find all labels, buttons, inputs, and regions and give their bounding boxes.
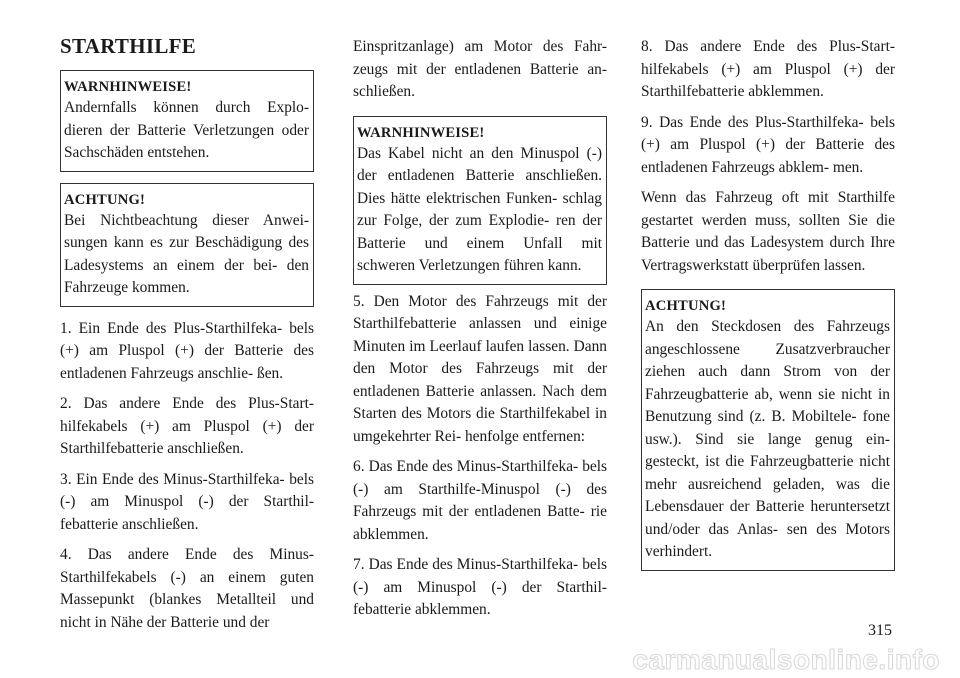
step-8: 8. Das andere Ende des Plus-Start- hilfekabels (+) am Pluspol (+) der Starthilfebatterie abklemmen.	[641, 38, 895, 100]
caution-box	[641, 289, 895, 571]
column-2	[353, 36, 607, 630]
step-9: 9. Das Ende des Plus-Starthilfeka- bels (+) am Pluspol (+) der Batterie des entladenen Fahrzeugs abklem- men.	[641, 113, 895, 176]
caution-title: ACHTUNG!	[645, 298, 727, 314]
maintenance-note: Wenn das Fahrzeug oft mit Starthilfe gestartet werden muss, sollten Sie die Batterie und das Ladesystem durch Ihre Vertragswerkstatt überprüfen lassen.	[641, 189, 895, 274]
step-5: 5. Den Motor des Fahrzeugs mit der Starthilfebatterie anlassen und einige Minuten im Leerlauf laufen lassen. Dann den Motor des Fahrzeugs mit der entladenen Batterie anlassen. Nach dem Starten des Motors die Starthilfekabel in umgekehrter Rei- henfolge entfernen:	[353, 292, 607, 445]
warning-text: Das Kabel nicht an den Minuspol (-) der entladenen Batterie anschließen. Dies hätte elektrischen Funken- schlag zur Folge, der zum Explodie- ren der Batterie und einem Unfall mit schweren Verletzungen führen kann.	[357, 144, 602, 274]
page-heading: STARTHILFE	[60, 34, 197, 58]
column-1	[60, 70, 314, 642]
warning-title: WARNHINWEISE!	[64, 79, 192, 95]
step-1: 1. Ein Ende des Plus-Starthilfeka- bels (+) am Pluspol (+) der Batterie des entladenen Fahrzeugs anschlie- ßen.	[60, 319, 314, 382]
step-2: 2. Das andere Ende des Plus-Start- hilfekabels (+) am Pluspol (+) der Starthilfebatterie anschließen.	[60, 395, 314, 457]
warning-text: Andernfalls können durch Explo- dieren der Batterie Verletzungen oder Sachschäden entstehen.	[64, 99, 309, 161]
step-7: 7. Das Ende des Minus-Starthilfeka- bels (-) am Minuspol (-) der Starthil- febatterie abklemmen.	[353, 556, 607, 618]
caution-box	[60, 183, 314, 307]
watermark	[590, 643, 950, 677]
column-3	[641, 36, 895, 582]
watermark-text: carmanualsonline.info	[632, 644, 940, 675]
step-4: 4. Das andere Ende des Minus- Starthilfekabels (-) an einem guten Massepunkt (blankes Metallteil und nicht in Nähe der Batterie und der	[60, 546, 314, 631]
caution-title: ACHTUNG!	[64, 191, 146, 208]
step-3: 3. Ein Ende des Minus-Starthilfeka- bels (-) am Minuspol (-) der Starthil- febatterie anschließen.	[60, 470, 314, 533]
warning-title: WARNHINWEISE!	[357, 124, 485, 141]
step-6: 6. Das Ende des Minus-Starthilfeka- bels (-) am Starthilfe-Minuspol (-) des Fahrzeugs mit der entladenen Batte- rie abklemmen.	[353, 458, 607, 543]
caution-text: An den Steckdosen des Fahrzeugs angeschlossene Zusatzverbraucher ziehen auch dann Strom von der Fahrzeugbatterie ab, wenn sie nicht in Benutzung sind (z. B. Mobiltele- fone usw.). Sind sie lange genug ein- gesteckt, ist die Fahrzeugbatterie nicht mehr ausreichend geladen, was die Lebensdauer der Batterie heruntersetzt und/oder das Anlas- sen des Motors verhindert.	[645, 318, 890, 560]
warning-box	[60, 70, 314, 172]
caution-text: Bei Nichtbeachtung dieser Anwei- sungen kann es zur Beschädigung des Ladesystems an einem der bei- den Fahrzeuge kommen.	[64, 211, 309, 296]
step-4-continued: Einspritzanlage) am Motor des Fahr- zeugs mit der entladenen Batterie an- schließen.	[353, 38, 607, 100]
page-number: 315	[868, 622, 892, 639]
warning-box	[353, 116, 607, 285]
